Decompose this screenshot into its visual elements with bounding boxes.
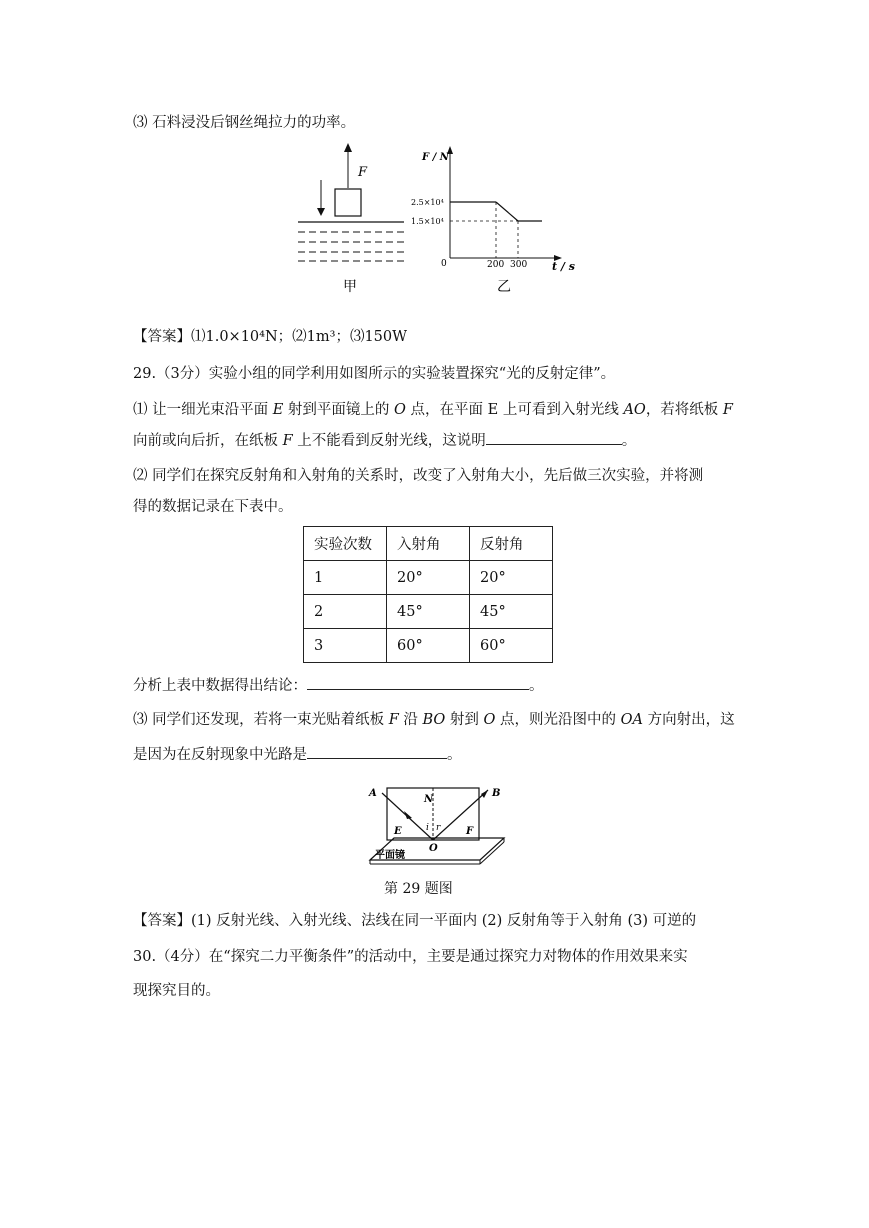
table-cell: 45° [470, 595, 553, 629]
table-row [304, 629, 553, 663]
text-seg: 。 [447, 747, 462, 763]
figure-29 [362, 778, 512, 868]
table-row [304, 595, 553, 629]
fig28-origin: 0 [441, 259, 447, 269]
fig28-right-caption: 乙 [497, 279, 511, 295]
answer-29: 【答案】(1) 反射光线、入射光线、法线在同一平面内 (2) 反射角等于入射角 (3) 可逆的 [133, 913, 697, 929]
answer-blank-3[interactable] [307, 744, 447, 759]
text-seg: 。 [529, 678, 544, 694]
figure-28-right [411, 146, 575, 295]
text-seg: 是因为在反射现象中光路是 [133, 747, 307, 763]
text-seg: 方向射出，这 [643, 712, 735, 728]
text-seg: AO [623, 402, 646, 418]
text-seg: 射到平面镜上的 [283, 402, 395, 418]
label-F: F [466, 826, 474, 837]
text-seg: 点，则光沿图中的 [495, 712, 621, 728]
q29-part3-line2 [133, 744, 462, 765]
data-table [303, 526, 553, 663]
fig28-left-caption: 甲 [343, 279, 357, 295]
table-header-row [304, 527, 553, 561]
figure-28-left [298, 143, 404, 295]
table-header-cell: 入射角 [387, 527, 470, 561]
text-seg: 上不能看到反射光线，这说明 [292, 433, 486, 449]
text-seg: E [272, 402, 284, 418]
q29-intro: 29.（3分）实验小组的同学利用如图所示的实验装置探究“光的反射定律”。 [133, 366, 616, 382]
q29-part2-line2: 得的数据记录在下表中。 [133, 499, 293, 515]
text-seg: O [483, 712, 496, 728]
label-r: r [436, 823, 441, 833]
answer-28: 【答案】⑴1.0×10⁴N；⑵1m³；⑶150W [133, 329, 408, 345]
figure-29-caption: 第 29 题图 [384, 881, 453, 897]
text-seg: F [388, 712, 399, 728]
reflected-ray [433, 790, 488, 840]
table-cell: 1 [304, 561, 387, 595]
fig28-y-tick-high: 2.5×10⁴ [411, 198, 444, 207]
fig28-y-tick-low: 1.5×10⁴ [411, 217, 444, 226]
label-N: N [424, 794, 434, 805]
label-A: A [369, 788, 377, 799]
q29-part2-line1: ⑵ 同学们在探究反射角和入射角的关系时，改变了入射角大小，先后做三次实验，并将测 [133, 468, 704, 484]
table-cell: 20° [470, 561, 553, 595]
fig28-x-tick-1: 200 [487, 260, 505, 270]
text-seg: ，若将纸板 [645, 402, 723, 418]
text-seg: F [722, 402, 733, 418]
text-seg: 点，在平面 E 上可看到入射光线 [405, 402, 624, 418]
table-row [304, 561, 553, 595]
text-seg: ⑴ 让一细光束沿平面 [133, 402, 273, 418]
label-i: i [426, 823, 429, 833]
text-seg: F [282, 433, 293, 449]
q30-line2: 现探究目的。 [133, 983, 220, 999]
fig28-x-axis-label: t / s [552, 260, 575, 273]
label-B: B [492, 788, 501, 799]
text-seg: 。 [621, 433, 637, 449]
table-cell: 45° [387, 595, 470, 629]
q30-line1: 30.（4分）在“探究二力平衡条件”的活动中，主要是通过探究力对物体的作用效果来实 [133, 949, 688, 965]
q29-conclusion [133, 675, 544, 696]
text-seg: BO [422, 712, 446, 728]
fig28-y-axis-label: F / N [422, 152, 449, 163]
table-cell: 20° [387, 561, 470, 595]
figure-28 [290, 140, 590, 300]
table-cell: 2 [304, 595, 387, 629]
q29-part1-line2 [133, 430, 636, 451]
label-mirror: 平面镜 [375, 850, 405, 861]
fig28-force-label: F [358, 165, 368, 180]
text-seg: O [394, 402, 406, 418]
table-cell: 60° [470, 629, 553, 663]
table-cell: 60° [387, 629, 470, 663]
label-E: E [394, 826, 402, 837]
q29-part1-line1 [133, 400, 733, 420]
text-seg: 向前或向后折，在纸板 [133, 433, 283, 449]
text-seg: 射到 [445, 712, 484, 728]
q29-part3-line1 [133, 710, 735, 730]
fig28-x-tick-2: 300 [510, 260, 528, 270]
answer-blank-1[interactable] [486, 430, 622, 445]
q28-part3-text: ⑶ 石料浸没后钢丝绳拉力的功率。 [133, 115, 356, 131]
label-O: O [429, 843, 438, 854]
text-seg: ⑶ 同学们还发现，若将一束光贴着纸板 [133, 712, 389, 728]
text-seg: 沿 [398, 712, 423, 728]
table-header-cell: 反射角 [470, 527, 553, 561]
answer-blank-2[interactable] [307, 675, 529, 690]
text-seg: OA [620, 712, 643, 728]
text-seg: 分析上表中数据得出结论： [133, 678, 307, 694]
table-cell: 3 [304, 629, 387, 663]
table-header-cell: 实验次数 [304, 527, 387, 561]
